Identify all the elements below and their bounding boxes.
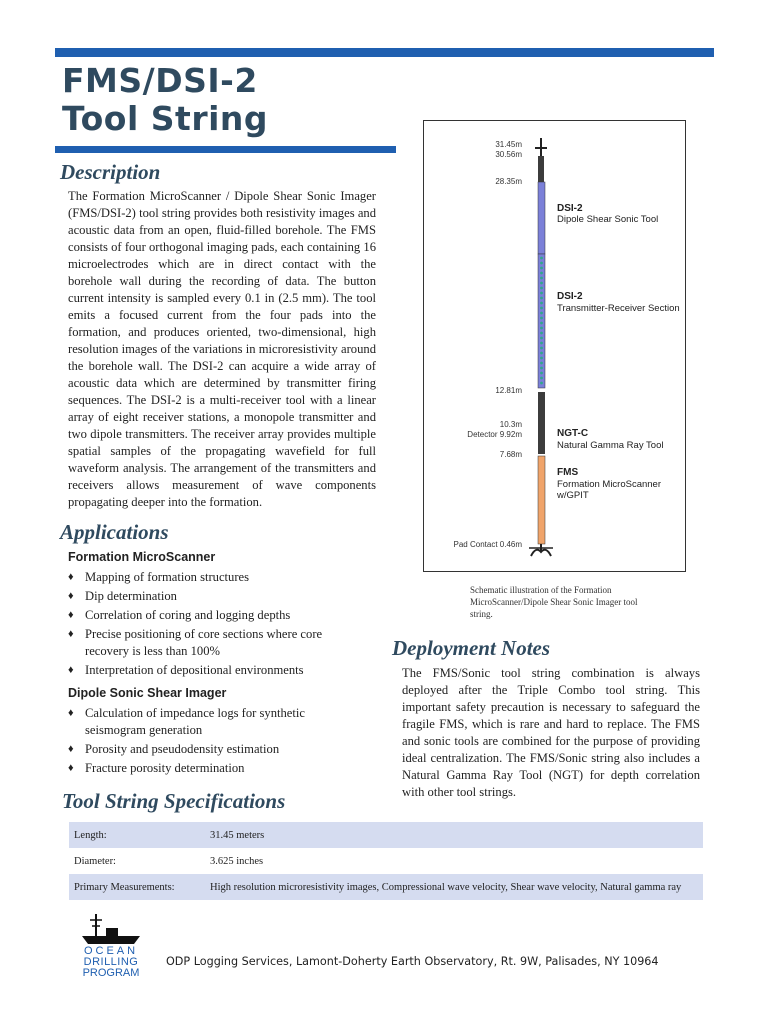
receiver-dot [540,372,543,375]
receiver-dot [540,377,543,380]
dsi-tool-body [538,182,545,254]
tool-desc-dsi-tr: Transmitter-Receiver Section [557,303,680,314]
tool-string-diagram [423,120,686,572]
bullet-diamond-icon: ♦ [68,609,74,621]
odp-ship-logo-icon [80,912,142,948]
top-rule [55,48,714,57]
receiver-dot [540,312,543,315]
list-item: ♦ Correlation of coring and logging depths [68,608,291,622]
depth-label: 12.81m [495,386,522,395]
list-item: ♦ Interpretation of depositional environments [68,662,304,677]
bullet-diamond-icon: ♦ [68,571,74,583]
bullet-diamond-icon: ♦ [68,742,74,755]
receiver-dot [540,282,543,285]
receiver-dot [540,347,543,350]
receiver-dot [540,327,543,330]
tool-desc-ngt: Natural Gamma Ray Tool [557,440,664,451]
depth-label: 7.68m [499,450,522,459]
spec-label: Primary Measurements: [74,881,175,893]
specs-table [69,822,703,900]
receiver-dot [540,332,543,335]
list-item: ♦ Precise positioning of core sections where core recovery is less than 100% [68,627,323,658]
bullet-diamond-icon: ♦ [68,707,74,719]
page-title [62,62,268,138]
receiver-dot [540,257,543,260]
spec-value: 31.45 meters [210,829,265,841]
table-row [69,822,703,848]
bullet-diamond-icon: ♦ [68,761,74,774]
depth-label: Detector 9.92m [467,430,522,439]
dsi-applications-subheading: Dipole Sonic Shear Imager [68,686,227,700]
tool-name-dsi-tr: DSI-2 [557,291,583,302]
spec-label: Length: [74,829,107,841]
receiver-dot [540,287,543,290]
receiver-dot [540,322,543,325]
footer-address: ODP Logging Services, Lamont-Doherty Earth Observatory, Rt. 9W, Palisades, NY 10964 [166,955,659,968]
depth-label: 10.3m [499,420,522,429]
receiver-dot [540,342,543,345]
list-item: ♦ Dip determination [68,589,177,603]
spec-label: Diameter: [74,855,116,867]
tool-name-dsi: DSI-2 [557,203,583,214]
depth-label: 31.45m [495,140,522,149]
description-heading: Description [60,160,161,184]
tool-desc-fms-2: w/GPIT [557,490,589,501]
figure-caption: Schematic illustration of the Formation MicroScanner/Dipole Shear Sonic Imager tool string. [470,585,638,619]
dsi-applications-list [68,705,338,779]
receiver-dot [540,292,543,295]
receiver-dot [540,367,543,370]
fms-tool-body [538,456,545,544]
tool-desc-fms-1: Formation MicroScanner [557,479,662,490]
fms-applications-subheading: Formation MicroScanner [68,550,216,564]
receiver-dot [540,302,543,305]
section-rule [55,146,396,153]
fms-applications-list [68,569,368,681]
receiver-dot [540,277,543,280]
receiver-dot [540,352,543,355]
spec-value: 3.625 inches [210,855,264,867]
receiver-dot [540,307,543,310]
deployment-text: The FMS/Sonic tool string combination is always deployed after the Triple Combo tool string. This important safety precaution is necessary to safeguard the fragile FMS, which is rare and hard to replace. The FMS and sonic tools are combined for the purpose of providing ideal centralization. The FMS/Sonic string also includes a Natural Gamma Ray Tool (NGT) for depth correlation with other tool strings. [402,666,700,799]
bullet-diamond-icon: ♦ [68,628,74,640]
spec-value: High resolution microresistivity images, Compressional wave velocity, Shear wave velocity, Natural gamma ray [210,881,682,893]
fms-pads [531,550,551,556]
ngt-tool-body [538,392,545,454]
depth-label: 30.56m [495,150,522,159]
bullet-diamond-icon: ♦ [68,663,74,676]
table-row [69,874,703,900]
bullet-diamond-icon: ♦ [68,590,74,602]
tool-name-ngt: NGT-C [557,428,589,439]
title-line-1: FMS/DSI-2 [62,61,258,100]
description-text: The Formation MicroScanner / Dipole Shear Sonic Imager (FMS/DSI-2) tool string provides both resistivity images and acoustic data from an open, fluid-filled borehole. The FMS consists of four orthogonal imaging pads, each containing 16 microelectrodes which are in direct contact with the borehole wall during the recording of data. The button current intensity is sampled every 0.1 in (2.5 mm). The tool emits a focused current from the four pads into the formation, and produces oriented, two-dimensional, high resolution images of the variations in microresistivity around the borehole wall. The DSI-2 can acquire a wide array of acoustic data which are determined by transmitter firing sequences. The DSI-2 is a multi-receiver tool with a linear array of eight receiver stations, a monopole transmitter and two dipole transmitters. The receiver array provides multiple spatial samples of the propagating wavefield for full waveform analysis. The arrangement of the transmitters and receivers allows measurement of wave components propagating deeper into the formation. [68,189,376,509]
depth-label: 28.35m [495,177,522,186]
deployment-heading: Deployment Notes [392,636,551,660]
list-item: ♦ Mapping of formation structures [68,570,250,584]
applications-heading: Applications [60,520,169,544]
receiver-dot [540,267,543,270]
head-section [538,156,544,182]
depth-label: Pad Contact 0.46m [453,540,522,549]
tool-name-fms: FMS [557,467,579,478]
tool-desc-dsi: Dipole Shear Sonic Tool [557,214,659,225]
table-row [69,848,703,874]
receiver-dot [540,362,543,365]
list-item: ♦ Calculation of impedance logs for synthetic seismogram generation [68,706,305,737]
receiver-dot [540,337,543,340]
receiver-dot [540,317,543,320]
list-item: ♦ Porosity and pseudodensity estimation [68,741,280,756]
receiver-dot [540,297,543,300]
odp-logo-text: OCEAN DRILLING PROGRAM [82,945,140,979]
specs-heading: Tool String Specifications [62,789,286,813]
list-item: ♦ Fracture porosity determination [68,760,245,775]
receiver-dot [540,262,543,265]
receiver-dot [540,382,543,385]
receiver-dot [540,357,543,360]
title-line-2: Tool String [62,99,269,138]
receiver-dot [540,272,543,275]
